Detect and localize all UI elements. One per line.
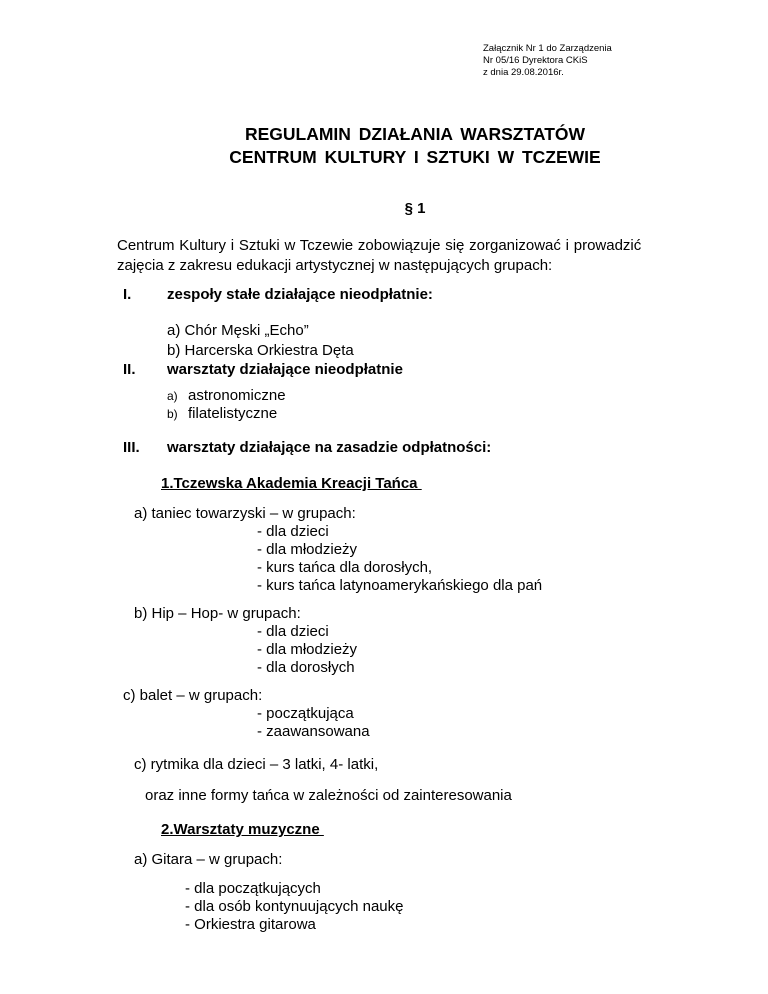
list-item: - Orkiestra gitarowa: [185, 916, 316, 933]
list-letter: a): [167, 389, 178, 403]
intro-line: Centrum Kultury i Sztuki w Tczewie zobowiązuje się zorganizować i prowadzić: [117, 237, 642, 254]
group-numeral: I.: [123, 286, 132, 303]
list-item: - dla dzieci: [257, 623, 329, 640]
category-title: c) balet – w grupach:: [123, 687, 263, 704]
annex-note-line: z dnia 29.08.2016r.: [483, 67, 564, 78]
list-letter: b): [167, 407, 178, 421]
group-numeral: III.: [123, 439, 140, 456]
list-item: [167, 386, 286, 406]
list-item: - początkująca: [257, 705, 354, 722]
list-item: - dla młodzieży: [257, 641, 358, 658]
intro-line: zajęcia z zakresu edukacji artystycznej w następujących grupach:: [117, 257, 553, 274]
list-item: a) Chór Męski „Echo”: [167, 322, 309, 339]
list-item: - dla dorosłych: [257, 659, 355, 676]
list-text: astronomiczne: [188, 387, 286, 404]
annex-note: [483, 43, 612, 79]
group-heading: zespoły stałe działające nieodpłatnie:: [167, 286, 433, 303]
list-text: filatelistyczne: [188, 405, 278, 422]
annex-note-line: Nr 05/16 Dyrektora CKiS: [483, 55, 588, 66]
document-title-line1: REGULAMIN DZIAŁANIA WARSZTATÓW: [244, 124, 586, 144]
category-title: a) taniec towarzyski – w grupach:: [134, 505, 356, 522]
list-item: - dla początkujących: [185, 880, 321, 897]
document-title-line2: CENTRUM KULTURY I SZTUKI W TCZEWIE: [229, 147, 601, 167]
list-item: - kurs tańca latynoamerykańskiego dla pań: [257, 577, 543, 594]
group-numeral: II.: [123, 361, 136, 378]
list-item: - zaawansowana: [257, 723, 370, 740]
annex-note-line: Załącznik Nr 1 do Zarządzenia: [483, 43, 612, 54]
subsection-heading: 1.Tczewska Akademia Kreacji Tańca: [161, 475, 422, 492]
list-item: - kurs tańca dla dorosłych,: [257, 559, 433, 576]
list-item: b) Harcerska Orkiestra Dęta: [167, 342, 354, 359]
group-heading: warsztaty działające na zasadzie odpłatności:: [167, 439, 492, 456]
list-item: - dla dzieci: [257, 523, 329, 540]
subsection-heading: 2.Warsztaty muzyczne: [161, 821, 324, 838]
dance-other-note: oraz inne formy tańca w zależności od zainteresowania: [145, 787, 512, 804]
list-item: - dla osób kontynuujących naukę: [185, 898, 404, 915]
list-item: - dla młodzieży: [257, 541, 358, 558]
intro-paragraph: [117, 236, 659, 276]
list-item: [167, 404, 277, 424]
category-title: b) Hip – Hop- w grupach:: [134, 605, 301, 622]
category-title: c) rytmika dla dzieci – 3 latki, 4- latki,: [134, 756, 379, 773]
category-title: a) Gitara – w grupach:: [134, 851, 283, 868]
group-heading: warsztaty działające nieodpłatnie: [167, 361, 403, 378]
section-heading: § 1: [404, 200, 426, 217]
